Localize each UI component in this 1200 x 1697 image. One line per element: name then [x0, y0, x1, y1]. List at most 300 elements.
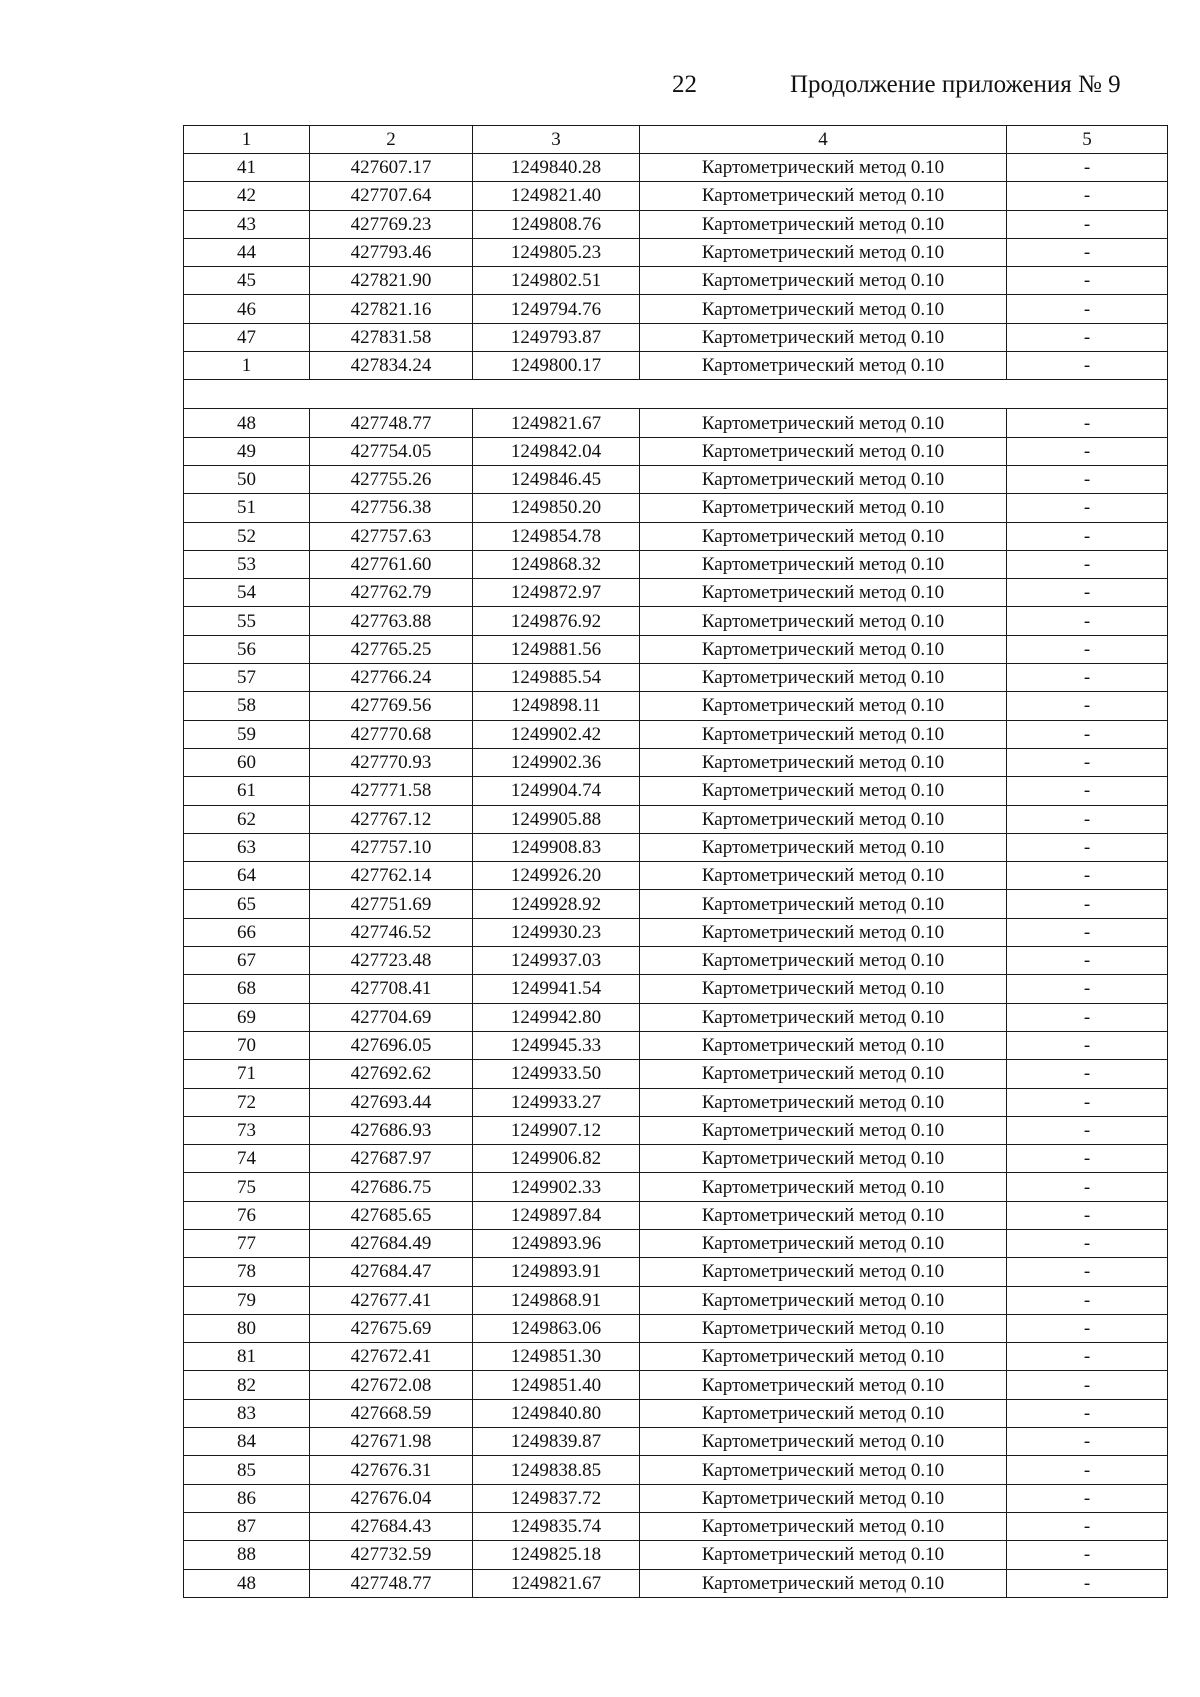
- y-coordinate-cell: 1249821.67: [473, 1569, 640, 1597]
- x-coordinate-cell: 427696.05: [310, 1031, 473, 1059]
- table-row: [184, 1371, 1168, 1399]
- method-cell: Картометрический метод 0.10: [640, 1428, 1007, 1456]
- x-coordinate-cell: 427793.46: [310, 238, 473, 266]
- point-number-cell: 51: [184, 494, 310, 522]
- x-coordinate-cell: 427748.77: [310, 409, 473, 437]
- x-coordinate-cell: 427770.93: [310, 748, 473, 776]
- note-cell: -: [1007, 238, 1168, 266]
- y-coordinate-cell: 1249897.84: [473, 1201, 640, 1229]
- method-cell: Картометрический метод 0.10: [640, 833, 1007, 861]
- point-number-cell: 87: [184, 1512, 310, 1540]
- point-number-cell: 54: [184, 579, 310, 607]
- y-coordinate-cell: 1249902.42: [473, 720, 640, 748]
- table-row: [184, 1456, 1168, 1484]
- x-coordinate-cell: 427707.64: [310, 182, 473, 210]
- method-cell: Картометрический метод 0.10: [640, 890, 1007, 918]
- x-coordinate-cell: 427708.41: [310, 975, 473, 1003]
- y-coordinate-cell: 1249808.76: [473, 210, 640, 238]
- table-row: [184, 748, 1168, 776]
- point-number-cell: 69: [184, 1003, 310, 1031]
- table-row: [184, 1173, 1168, 1201]
- x-coordinate-cell: 427834.24: [310, 352, 473, 380]
- point-number-cell: 47: [184, 323, 310, 351]
- table-header-row: [184, 126, 1168, 154]
- x-coordinate-cell: 427676.04: [310, 1484, 473, 1512]
- method-cell: Картометрический метод 0.10: [640, 748, 1007, 776]
- method-cell: Картометрический метод 0.10: [640, 1314, 1007, 1342]
- x-coordinate-cell: 427732.59: [310, 1541, 473, 1569]
- method-cell: Картометрический метод 0.10: [640, 1258, 1007, 1286]
- note-cell: -: [1007, 1428, 1168, 1456]
- note-cell: -: [1007, 947, 1168, 975]
- x-coordinate-cell: 427756.38: [310, 494, 473, 522]
- method-cell: Картометрический метод 0.10: [640, 1512, 1007, 1540]
- x-coordinate-cell: 427686.93: [310, 1116, 473, 1144]
- y-coordinate-cell: 1249907.12: [473, 1116, 640, 1144]
- method-cell: Картометрический метод 0.10: [640, 1286, 1007, 1314]
- note-cell: -: [1007, 579, 1168, 607]
- method-cell: Картометрический метод 0.10: [640, 494, 1007, 522]
- y-coordinate-cell: 1249800.17: [473, 352, 640, 380]
- method-cell: Картометрический метод 0.10: [640, 805, 1007, 833]
- note-cell: -: [1007, 1569, 1168, 1597]
- method-cell: Картометрический метод 0.10: [640, 777, 1007, 805]
- point-number-cell: 44: [184, 238, 310, 266]
- method-cell: Картометрический метод 0.10: [640, 1031, 1007, 1059]
- note-cell: -: [1007, 295, 1168, 323]
- y-coordinate-cell: 1249905.88: [473, 805, 640, 833]
- x-coordinate-cell: 427765.25: [310, 635, 473, 663]
- y-coordinate-cell: 1249893.96: [473, 1229, 640, 1257]
- x-coordinate-cell: 427677.41: [310, 1286, 473, 1314]
- y-coordinate-cell: 1249821.40: [473, 182, 640, 210]
- x-coordinate-cell: 427751.69: [310, 890, 473, 918]
- method-cell: Картометрический метод 0.10: [640, 1399, 1007, 1427]
- y-coordinate-cell: 1249868.32: [473, 550, 640, 578]
- y-coordinate-cell: 1249863.06: [473, 1314, 640, 1342]
- point-number-cell: 48: [184, 1569, 310, 1597]
- table-row: [184, 1201, 1168, 1229]
- y-coordinate-cell: 1249928.92: [473, 890, 640, 918]
- note-cell: -: [1007, 154, 1168, 182]
- column-header: 1: [184, 126, 310, 154]
- point-number-cell: 1: [184, 352, 310, 380]
- y-coordinate-cell: 1249885.54: [473, 664, 640, 692]
- table-row: [184, 1116, 1168, 1144]
- x-coordinate-cell: 427693.44: [310, 1088, 473, 1116]
- point-number-cell: 66: [184, 918, 310, 946]
- y-coordinate-cell: 1249821.67: [473, 409, 640, 437]
- point-number-cell: 60: [184, 748, 310, 776]
- x-coordinate-cell: 427686.75: [310, 1173, 473, 1201]
- table-row: [184, 1541, 1168, 1569]
- note-cell: -: [1007, 409, 1168, 437]
- method-cell: Картометрический метод 0.10: [640, 1116, 1007, 1144]
- y-coordinate-cell: 1249942.80: [473, 1003, 640, 1031]
- note-cell: -: [1007, 494, 1168, 522]
- y-coordinate-cell: 1249933.27: [473, 1088, 640, 1116]
- table-row: [184, 352, 1168, 380]
- point-number-cell: 57: [184, 664, 310, 692]
- point-number-cell: 72: [184, 1088, 310, 1116]
- point-number-cell: 74: [184, 1145, 310, 1173]
- y-coordinate-cell: 1249840.80: [473, 1399, 640, 1427]
- note-cell: -: [1007, 1201, 1168, 1229]
- note-cell: -: [1007, 607, 1168, 635]
- point-number-cell: 46: [184, 295, 310, 323]
- table-row: [184, 607, 1168, 635]
- method-cell: Картометрический метод 0.10: [640, 692, 1007, 720]
- x-coordinate-cell: 427757.63: [310, 522, 473, 550]
- note-cell: -: [1007, 1173, 1168, 1201]
- note-cell: -: [1007, 1371, 1168, 1399]
- table-row: [184, 409, 1168, 437]
- column-header: 5: [1007, 126, 1168, 154]
- point-number-cell: 43: [184, 210, 310, 238]
- point-number-cell: 83: [184, 1399, 310, 1427]
- appendix-continuation-title: Продолжение приложения № 9: [790, 71, 1121, 98]
- method-cell: Картометрический метод 0.10: [640, 295, 1007, 323]
- note-cell: -: [1007, 1484, 1168, 1512]
- method-cell: Картометрический метод 0.10: [640, 1343, 1007, 1371]
- method-cell: Картометрический метод 0.10: [640, 1003, 1007, 1031]
- y-coordinate-cell: 1249881.56: [473, 635, 640, 663]
- x-coordinate-cell: 427757.10: [310, 833, 473, 861]
- note-cell: -: [1007, 1003, 1168, 1031]
- point-number-cell: 71: [184, 1060, 310, 1088]
- x-coordinate-cell: 427766.24: [310, 664, 473, 692]
- y-coordinate-cell: 1249840.28: [473, 154, 640, 182]
- method-cell: Картометрический метод 0.10: [640, 664, 1007, 692]
- column-header: 3: [473, 126, 640, 154]
- note-cell: -: [1007, 720, 1168, 748]
- point-number-cell: 53: [184, 550, 310, 578]
- method-cell: Картометрический метод 0.10: [640, 437, 1007, 465]
- y-coordinate-cell: 1249838.85: [473, 1456, 640, 1484]
- note-cell: -: [1007, 890, 1168, 918]
- point-number-cell: 86: [184, 1484, 310, 1512]
- method-cell: Картометрический метод 0.10: [640, 182, 1007, 210]
- table-row: [184, 210, 1168, 238]
- table-row: [184, 918, 1168, 946]
- point-number-cell: 41: [184, 154, 310, 182]
- x-coordinate-cell: 427692.62: [310, 1060, 473, 1088]
- y-coordinate-cell: 1249933.50: [473, 1060, 640, 1088]
- table-row: [184, 522, 1168, 550]
- table-row: [184, 267, 1168, 295]
- note-cell: -: [1007, 777, 1168, 805]
- table-row: [184, 720, 1168, 748]
- note-cell: -: [1007, 465, 1168, 493]
- method-cell: Картометрический метод 0.10: [640, 323, 1007, 351]
- table-row: [184, 1428, 1168, 1456]
- point-number-cell: 56: [184, 635, 310, 663]
- y-coordinate-cell: 1249941.54: [473, 975, 640, 1003]
- point-number-cell: 45: [184, 267, 310, 295]
- x-coordinate-cell: 427754.05: [310, 437, 473, 465]
- note-cell: -: [1007, 748, 1168, 776]
- note-cell: -: [1007, 1031, 1168, 1059]
- x-coordinate-cell: 427769.23: [310, 210, 473, 238]
- x-coordinate-cell: 427671.98: [310, 1428, 473, 1456]
- note-cell: -: [1007, 182, 1168, 210]
- method-cell: Картометрический метод 0.10: [640, 154, 1007, 182]
- coordinates-table-body: [184, 126, 1168, 1598]
- method-cell: Картометрический метод 0.10: [640, 918, 1007, 946]
- note-cell: -: [1007, 862, 1168, 890]
- point-number-cell: 88: [184, 1541, 310, 1569]
- x-coordinate-cell: 427672.41: [310, 1343, 473, 1371]
- note-cell: -: [1007, 1512, 1168, 1540]
- table-row: [184, 975, 1168, 1003]
- note-cell: -: [1007, 1343, 1168, 1371]
- x-coordinate-cell: 427672.08: [310, 1371, 473, 1399]
- y-coordinate-cell: 1249854.78: [473, 522, 640, 550]
- table-row: [184, 465, 1168, 493]
- table-row: [184, 1003, 1168, 1031]
- x-coordinate-cell: 427684.47: [310, 1258, 473, 1286]
- table-row: [184, 1484, 1168, 1512]
- point-number-cell: 64: [184, 862, 310, 890]
- point-number-cell: 59: [184, 720, 310, 748]
- note-cell: -: [1007, 522, 1168, 550]
- y-coordinate-cell: 1249908.83: [473, 833, 640, 861]
- method-cell: Картометрический метод 0.10: [640, 267, 1007, 295]
- x-coordinate-cell: 427769.56: [310, 692, 473, 720]
- column-header: 4: [640, 126, 1007, 154]
- point-number-cell: 42: [184, 182, 310, 210]
- x-coordinate-cell: 427761.60: [310, 550, 473, 578]
- point-number-cell: 61: [184, 777, 310, 805]
- table-row: [184, 862, 1168, 890]
- x-coordinate-cell: 427771.58: [310, 777, 473, 805]
- point-number-cell: 85: [184, 1456, 310, 1484]
- table-row: [184, 1229, 1168, 1257]
- note-cell: -: [1007, 1229, 1168, 1257]
- y-coordinate-cell: 1249876.92: [473, 607, 640, 635]
- method-cell: Картометрический метод 0.10: [640, 1088, 1007, 1116]
- table-row: [184, 1258, 1168, 1286]
- x-coordinate-cell: 427767.12: [310, 805, 473, 833]
- x-coordinate-cell: 427675.69: [310, 1314, 473, 1342]
- point-number-cell: 70: [184, 1031, 310, 1059]
- method-cell: Картометрический метод 0.10: [640, 550, 1007, 578]
- y-coordinate-cell: 1249846.45: [473, 465, 640, 493]
- contour-separator-row: [184, 380, 1168, 409]
- note-cell: -: [1007, 664, 1168, 692]
- method-cell: Картометрический метод 0.10: [640, 210, 1007, 238]
- y-coordinate-cell: 1249902.36: [473, 748, 640, 776]
- note-cell: -: [1007, 323, 1168, 351]
- separator-cell: [184, 380, 1168, 409]
- method-cell: Картометрический метод 0.10: [640, 1569, 1007, 1597]
- x-coordinate-cell: 427723.48: [310, 947, 473, 975]
- method-cell: Картометрический метод 0.10: [640, 1484, 1007, 1512]
- method-cell: Картометрический метод 0.10: [640, 720, 1007, 748]
- x-coordinate-cell: 427676.31: [310, 1456, 473, 1484]
- note-cell: -: [1007, 1399, 1168, 1427]
- table-row: [184, 890, 1168, 918]
- table-row: [184, 579, 1168, 607]
- table-row: [184, 1060, 1168, 1088]
- method-cell: Картометрический метод 0.10: [640, 1173, 1007, 1201]
- note-cell: -: [1007, 805, 1168, 833]
- note-cell: -: [1007, 267, 1168, 295]
- point-number-cell: 62: [184, 805, 310, 833]
- table-row: [184, 1569, 1168, 1597]
- note-cell: -: [1007, 1145, 1168, 1173]
- y-coordinate-cell: 1249906.82: [473, 1145, 640, 1173]
- method-cell: Картометрический метод 0.10: [640, 352, 1007, 380]
- y-coordinate-cell: 1249850.20: [473, 494, 640, 522]
- point-number-cell: 52: [184, 522, 310, 550]
- method-cell: Картометрический метод 0.10: [640, 1456, 1007, 1484]
- table-row: [184, 154, 1168, 182]
- x-coordinate-cell: 427685.65: [310, 1201, 473, 1229]
- table-row: [184, 494, 1168, 522]
- method-cell: Картометрический метод 0.10: [640, 635, 1007, 663]
- y-coordinate-cell: 1249937.03: [473, 947, 640, 975]
- method-cell: Картометрический метод 0.10: [640, 1371, 1007, 1399]
- table-row: [184, 437, 1168, 465]
- table-row: [184, 182, 1168, 210]
- y-coordinate-cell: 1249805.23: [473, 238, 640, 266]
- y-coordinate-cell: 1249898.11: [473, 692, 640, 720]
- y-coordinate-cell: 1249893.91: [473, 1258, 640, 1286]
- table-row: [184, 1031, 1168, 1059]
- table-row: [184, 1088, 1168, 1116]
- table-row: [184, 1399, 1168, 1427]
- y-coordinate-cell: 1249851.30: [473, 1343, 640, 1371]
- x-coordinate-cell: 427687.97: [310, 1145, 473, 1173]
- point-number-cell: 49: [184, 437, 310, 465]
- note-cell: -: [1007, 437, 1168, 465]
- note-cell: -: [1007, 833, 1168, 861]
- table-row: [184, 323, 1168, 351]
- y-coordinate-cell: 1249837.72: [473, 1484, 640, 1512]
- y-coordinate-cell: 1249926.20: [473, 862, 640, 890]
- note-cell: -: [1007, 1286, 1168, 1314]
- point-number-cell: 82: [184, 1371, 310, 1399]
- x-coordinate-cell: 427821.16: [310, 295, 473, 323]
- table-row: [184, 692, 1168, 720]
- method-cell: Картометрический метод 0.10: [640, 947, 1007, 975]
- note-cell: -: [1007, 975, 1168, 1003]
- y-coordinate-cell: 1249904.74: [473, 777, 640, 805]
- y-coordinate-cell: 1249842.04: [473, 437, 640, 465]
- note-cell: -: [1007, 1456, 1168, 1484]
- method-cell: Картометрический метод 0.10: [640, 607, 1007, 635]
- method-cell: Картометрический метод 0.10: [640, 1060, 1007, 1088]
- note-cell: -: [1007, 352, 1168, 380]
- point-number-cell: 80: [184, 1314, 310, 1342]
- note-cell: -: [1007, 918, 1168, 946]
- y-coordinate-cell: 1249902.33: [473, 1173, 640, 1201]
- table-row: [184, 1314, 1168, 1342]
- page-number: 22: [672, 71, 697, 98]
- x-coordinate-cell: 427607.17: [310, 154, 473, 182]
- y-coordinate-cell: 1249930.23: [473, 918, 640, 946]
- point-number-cell: 67: [184, 947, 310, 975]
- method-cell: Картометрический метод 0.10: [640, 465, 1007, 493]
- point-number-cell: 68: [184, 975, 310, 1003]
- method-cell: Картометрический метод 0.10: [640, 579, 1007, 607]
- y-coordinate-cell: 1249872.97: [473, 579, 640, 607]
- method-cell: Картометрический метод 0.10: [640, 1541, 1007, 1569]
- point-number-cell: 84: [184, 1428, 310, 1456]
- note-cell: -: [1007, 1314, 1168, 1342]
- x-coordinate-cell: 427748.77: [310, 1569, 473, 1597]
- point-number-cell: 65: [184, 890, 310, 918]
- y-coordinate-cell: 1249839.87: [473, 1428, 640, 1456]
- table-row: [184, 805, 1168, 833]
- table-row: [184, 1512, 1168, 1540]
- note-cell: -: [1007, 1258, 1168, 1286]
- point-number-cell: 50: [184, 465, 310, 493]
- table-row: [184, 1343, 1168, 1371]
- method-cell: Картометрический метод 0.10: [640, 975, 1007, 1003]
- x-coordinate-cell: 427746.52: [310, 918, 473, 946]
- table-row: [184, 295, 1168, 323]
- y-coordinate-cell: 1249868.91: [473, 1286, 640, 1314]
- note-cell: -: [1007, 1088, 1168, 1116]
- x-coordinate-cell: 427684.49: [310, 1229, 473, 1257]
- x-coordinate-cell: 427763.88: [310, 607, 473, 635]
- table-row: [184, 635, 1168, 663]
- point-number-cell: 76: [184, 1201, 310, 1229]
- note-cell: -: [1007, 1541, 1168, 1569]
- method-cell: Картометрический метод 0.10: [640, 1201, 1007, 1229]
- column-header: 2: [310, 126, 473, 154]
- y-coordinate-cell: 1249945.33: [473, 1031, 640, 1059]
- method-cell: Картометрический метод 0.10: [640, 238, 1007, 266]
- x-coordinate-cell: 427762.79: [310, 579, 473, 607]
- y-coordinate-cell: 1249793.87: [473, 323, 640, 351]
- point-number-cell: 78: [184, 1258, 310, 1286]
- table-row: [184, 947, 1168, 975]
- coordinates-table: [183, 125, 1168, 1598]
- note-cell: -: [1007, 1060, 1168, 1088]
- y-coordinate-cell: 1249835.74: [473, 1512, 640, 1540]
- x-coordinate-cell: 427704.69: [310, 1003, 473, 1031]
- y-coordinate-cell: 1249825.18: [473, 1541, 640, 1569]
- table-row: [184, 833, 1168, 861]
- note-cell: -: [1007, 1116, 1168, 1144]
- point-number-cell: 48: [184, 409, 310, 437]
- y-coordinate-cell: 1249794.76: [473, 295, 640, 323]
- note-cell: -: [1007, 692, 1168, 720]
- point-number-cell: 58: [184, 692, 310, 720]
- table-row: [184, 1286, 1168, 1314]
- x-coordinate-cell: 427684.43: [310, 1512, 473, 1540]
- x-coordinate-cell: 427762.14: [310, 862, 473, 890]
- point-number-cell: 55: [184, 607, 310, 635]
- method-cell: Картометрический метод 0.10: [640, 1145, 1007, 1173]
- note-cell: -: [1007, 550, 1168, 578]
- table-row: [184, 777, 1168, 805]
- method-cell: Картометрический метод 0.10: [640, 409, 1007, 437]
- note-cell: -: [1007, 210, 1168, 238]
- point-number-cell: 77: [184, 1229, 310, 1257]
- table-row: [184, 238, 1168, 266]
- table-row: [184, 664, 1168, 692]
- x-coordinate-cell: 427831.58: [310, 323, 473, 351]
- point-number-cell: 63: [184, 833, 310, 861]
- point-number-cell: 81: [184, 1343, 310, 1371]
- method-cell: Картометрический метод 0.10: [640, 862, 1007, 890]
- point-number-cell: 79: [184, 1286, 310, 1314]
- point-number-cell: 75: [184, 1173, 310, 1201]
